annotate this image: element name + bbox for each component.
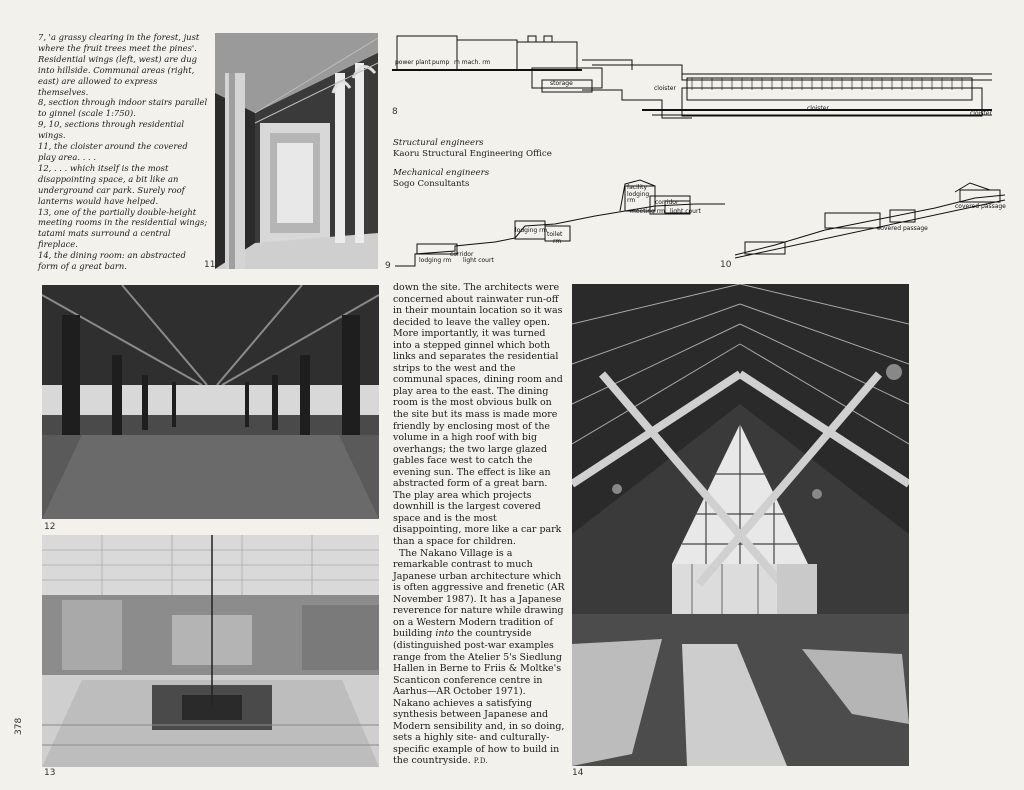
author-signature: P.D. [473, 757, 489, 766]
label-mmach-rm: m mach. rm [454, 59, 491, 66]
cloister-image [215, 33, 378, 269]
section-drawing-8 [392, 30, 992, 125]
label-light-court-a: light court [670, 208, 701, 215]
label-lodging-rm: lodging rm [515, 227, 548, 234]
label-light-court-b: light court [463, 257, 494, 264]
figure-number-13: 13 [44, 768, 56, 778]
body-paragraph-2 [393, 548, 565, 768]
label-power-plant: power plant [395, 59, 431, 66]
figure-number-8: 8 [392, 107, 398, 117]
caption-9-10: 9, 10, sections through residential wings. [38, 119, 184, 141]
figure-number-14: 14 [572, 768, 584, 778]
label-storage: storage [550, 80, 573, 87]
label-covered-passage-b: covered passage [877, 225, 928, 232]
label-lodging-b: lodging rm [419, 257, 452, 264]
label-rm2: rm [553, 238, 562, 245]
figure-number-10: 10 [720, 260, 732, 270]
body-paragraph-2-part-b: the countryside (distinguished post-war examples range from the Atelier 5's Siedlung Hallen in Berne to Friis & Moltke's Scanticon conference centre in Aarhus—AR October 1971). Nakano achieves a satisfying synthesis between Japanese and Modern sensibility and, in so doing, sets a highly site- and culturally-specific example of how to build in the countryside. [393, 628, 565, 767]
label-covered-passage-a: covered passage [955, 203, 1006, 210]
label-corridor-b: corridor [450, 251, 474, 258]
label-meeting-rm: meeting rm [630, 208, 665, 215]
photo-cloister [215, 33, 378, 269]
label-rm: rm [627, 197, 636, 204]
caption-14: 14, the dining room: an abstracted form of a great barn. [38, 250, 186, 272]
label-lodging-a: lodging [627, 191, 650, 198]
label-cloister-c: cloister [970, 110, 992, 117]
label-cloister-b: cloister [807, 105, 829, 112]
dining-room-image [572, 284, 909, 766]
figure-number-11: 11 [204, 260, 216, 270]
body-paragraph-1: down the site. The architects were concerned about rainwater run-off in their mountain location so it was decided to leave the valley open. More importantly, it was turned into a stepped ginnel which both links and separates the residential strips to the west and the communal spaces, dining room and play area to the east. The dining room is the most obvious bulk on the site but its mass is made more friendly by enclosing most of the volume in a high roof with big overhangs; the two large glazed gables face west to catch the evening sun. The effect is like an abstracted form of a great barn. The play area which projects downhill is the largest covered space and is the most disappointing, more like a car park than a space for children. [393, 282, 563, 548]
label-pump: pump [432, 59, 450, 66]
caption-11: 11, the cloister around the covered play area. . . . [38, 141, 188, 162]
mechanical-name: Sogo Consultants [393, 178, 470, 189]
mechanical-role: Mechanical engineers [393, 168, 490, 179]
photo-meeting-room [42, 535, 379, 767]
figure-number-9: 9 [385, 261, 391, 271]
article-body [393, 282, 565, 768]
photo-play-area [42, 285, 379, 519]
body-emphasis-into: into [435, 628, 454, 640]
figure-number-12: 12 [44, 522, 56, 532]
page-number: 378 [14, 717, 24, 735]
play-area-image [42, 285, 379, 519]
label-facility: facility [627, 184, 647, 191]
caption-13: 13, one of the partially double-height meeting rooms in the residential wings; tatami mats surround a central fireplace. [38, 206, 208, 250]
caption-8: 8, section through indoor stairs parallel to ginnel (scale 1:750). [38, 97, 208, 119]
caption-7: 7, 'a grassy clearing in the forest, just where the fruit trees meet the pines'. Residential wings (left, west) are dug into hillside. Communal areas (right, east) are allowed to express themselves. [38, 32, 200, 97]
structural-name: Kaoru Structural Engineering Office [393, 148, 552, 159]
caption-12: 12, . . . which itself is the most disappointing space, a bit like an underground car park. Surely roof lanterns would have helped. [38, 162, 185, 206]
photo-dining-room [572, 284, 909, 766]
label-corridor-a: corridor [655, 199, 679, 206]
meeting-room-image [42, 535, 379, 767]
section-drawing-9 [395, 176, 725, 271]
body-paragraph-2-part-a: The Nakano Village is a remarkable contrast to much Japanese urban architecture which is often aggressive and frenetic (AR November 1987). It has a Japanese reverence for nature while drawing on a Western Modern tradition of building [393, 547, 565, 640]
structural-role: Structural engineers [393, 138, 484, 148]
label-toilet: toilet [547, 231, 563, 238]
section-drawing-10 [735, 180, 1015, 260]
label-cloister-a: cloister [654, 85, 676, 92]
captions-block [38, 32, 208, 272]
